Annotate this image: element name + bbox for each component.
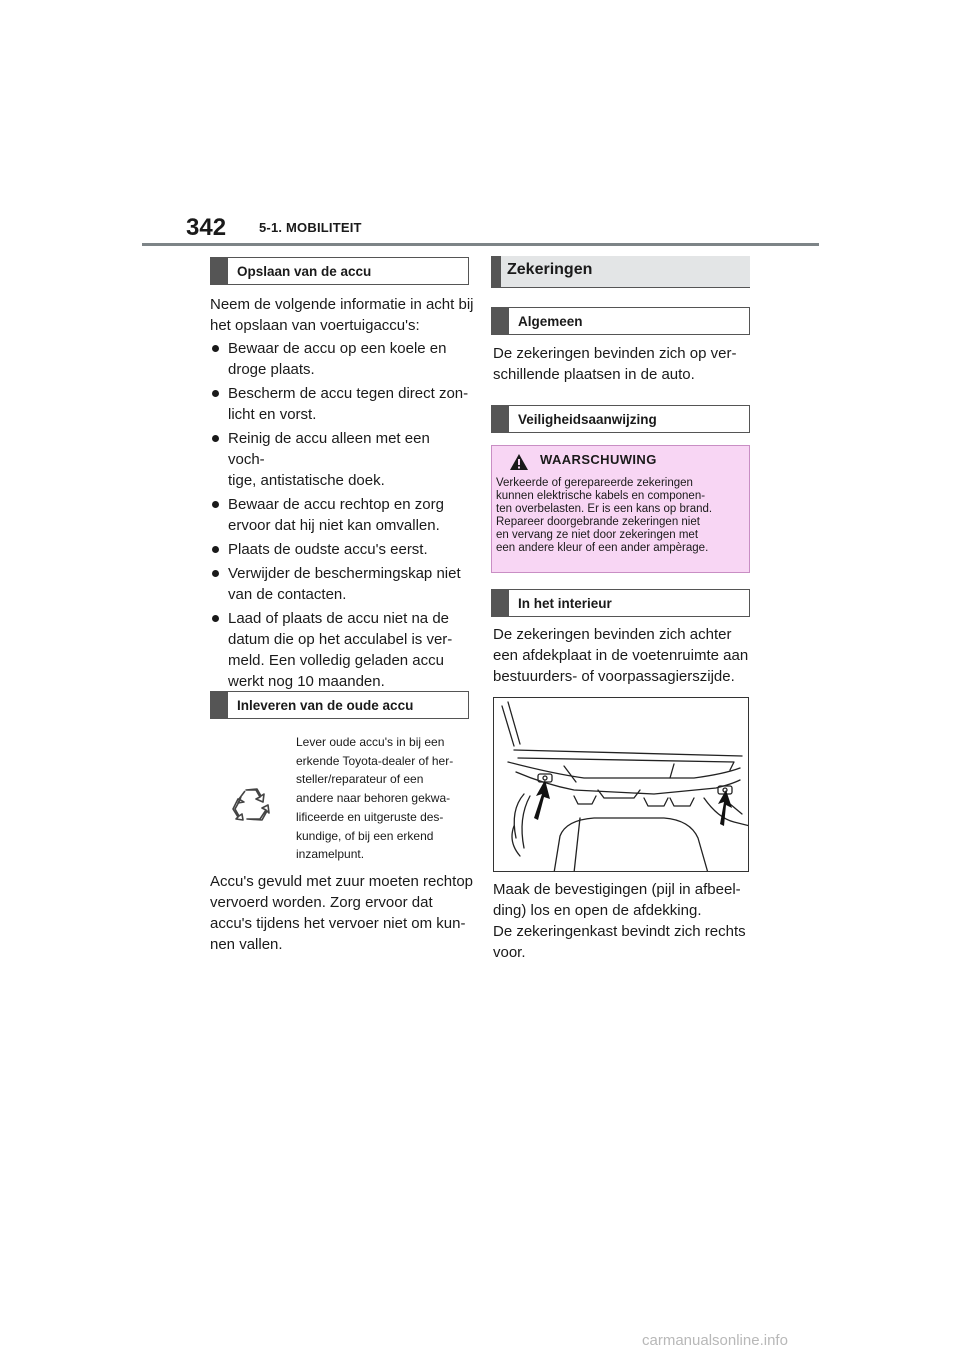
return-heading-label: Inleveren van de oude accu bbox=[237, 698, 414, 713]
recycle-icon bbox=[232, 786, 270, 822]
paragraph-line: bestuurders- of voorpassagierszijde. bbox=[493, 668, 735, 685]
general-heading-label: Algemeen bbox=[518, 314, 583, 329]
heading-bar bbox=[492, 405, 509, 433]
paragraph-line: De zekeringen bevinden zich achter bbox=[493, 626, 732, 643]
acid-transport-paragraph bbox=[210, 871, 480, 955]
paragraph-line: De zekeringenkast bevindt zich rechts bbox=[493, 923, 746, 940]
warning-line: een andere kleur of een ander ampèrage. bbox=[496, 541, 709, 554]
heading-bar bbox=[492, 307, 509, 335]
storage-heading bbox=[210, 257, 469, 285]
paragraph-line: De zekeringen bevinden zich op ver- bbox=[493, 345, 737, 362]
list-item-line: meld. Een volledig geladen accu bbox=[228, 652, 444, 669]
interior-heading bbox=[491, 589, 750, 617]
storage-intro-line: het opslaan van voertuigaccu's: bbox=[210, 317, 420, 334]
header-divider bbox=[142, 243, 819, 246]
list-item-line: Reinig de accu alleen met een voch- bbox=[228, 430, 430, 468]
list-item-line: Bewaar de accu rechtop en zorg bbox=[228, 496, 444, 513]
warning-line: kunnen elektrische kabels en componen- bbox=[496, 489, 706, 502]
recycle-note-line: Lever oude accu's in bij een bbox=[296, 735, 445, 749]
recycle-note bbox=[296, 733, 466, 864]
page-number: 342 bbox=[186, 214, 227, 241]
list-item bbox=[210, 428, 470, 491]
list-item bbox=[210, 608, 470, 692]
paragraph-line: Maak de bevestigingen (pijl in afbeel- bbox=[493, 881, 741, 898]
heading-bar bbox=[492, 589, 509, 617]
bullet-icon bbox=[212, 570, 219, 577]
list-item-line: Verwijder de beschermingskap niet bbox=[228, 565, 461, 582]
recycle-note-line: steller/reparateur of een bbox=[296, 772, 424, 787]
list-item-line: van de contacten. bbox=[228, 586, 347, 603]
storage-intro-line: Neem de volgende informatie in acht bij bbox=[210, 296, 474, 313]
fuses-heading-label: Zekeringen bbox=[507, 261, 593, 278]
paragraph-line: een afdekplaat in de voetenruimte aan bbox=[493, 647, 749, 664]
paragraph-line: voor. bbox=[493, 944, 526, 961]
paragraph-line: vervoerd worden. Zorg ervoor dat bbox=[210, 894, 433, 911]
storage-intro bbox=[210, 294, 480, 336]
heading-bar bbox=[491, 256, 501, 288]
bullet-icon bbox=[212, 546, 219, 553]
storage-bullet-list bbox=[210, 338, 470, 695]
warning-line: ten overbelasten. Er is een kans op brand. bbox=[496, 502, 713, 515]
list-item bbox=[210, 383, 470, 425]
recycle-note-line: lificeerde en uitgeruste des- bbox=[296, 809, 444, 824]
general-heading bbox=[491, 307, 750, 335]
paragraph-line: ding) los en open de afdekking. bbox=[493, 902, 702, 919]
list-item bbox=[210, 338, 470, 380]
list-item-line: tige, antistatische doek. bbox=[228, 472, 385, 489]
warning-line: en vervang ze niet door zekeringen met bbox=[496, 528, 699, 541]
list-item-line: Laad of plaats de accu niet na de bbox=[228, 610, 450, 627]
warning-text bbox=[496, 477, 746, 554]
recycle-note-line: erkende Toyota-dealer of her- bbox=[296, 753, 454, 768]
fusebox-location-paragraph bbox=[493, 921, 758, 963]
recycle-note-line: kundige, of bij een erkend bbox=[296, 828, 434, 843]
list-item-line: Bewaar de accu op een koele en bbox=[228, 340, 447, 357]
list-item bbox=[210, 494, 470, 536]
fuses-heading bbox=[491, 256, 750, 288]
footwell-drawing bbox=[494, 698, 749, 872]
list-item-line: werkt nog 10 maanden. bbox=[228, 673, 385, 690]
heading-bar bbox=[211, 257, 228, 285]
warning-triangle-icon bbox=[509, 453, 529, 471]
bullet-icon bbox=[212, 615, 219, 622]
list-item bbox=[210, 563, 470, 605]
general-paragraph bbox=[493, 343, 758, 385]
paragraph-line: Accu's gevuld met zuur moeten rechtop bbox=[210, 873, 473, 890]
warning-line: Verkeerde of gerepareerde zekeringen bbox=[496, 477, 693, 489]
warning-title: WAARSCHUWING bbox=[540, 452, 657, 467]
list-item-line: ervoor dat hij niet kan omvallen. bbox=[228, 517, 440, 534]
list-item-line: Plaats de oudste accu's eerst. bbox=[228, 541, 428, 558]
bullet-icon bbox=[212, 435, 219, 442]
list-item-line: droge plaats. bbox=[228, 361, 315, 378]
return-heading bbox=[210, 691, 469, 719]
warning-line: Repareer doorgebrande zekeringen niet bbox=[496, 515, 700, 528]
list-item-line: Bescherm de accu tegen direct zon- bbox=[228, 385, 469, 402]
bullet-icon bbox=[212, 390, 219, 397]
list-item-line: licht en vorst. bbox=[228, 406, 317, 423]
paragraph-line: schillende plaatsen in de auto. bbox=[493, 366, 695, 383]
bullet-icon bbox=[212, 501, 219, 508]
list-item bbox=[210, 539, 470, 560]
paragraph-line: accu's tijdens het vervoer niet om kun- bbox=[210, 915, 466, 932]
watermark[interactable]: carmanualsonline.info bbox=[642, 1332, 788, 1349]
section-title: 5-1. MOBILITEIT bbox=[259, 220, 362, 235]
list-item-line: datum die op het acculabel is ver- bbox=[228, 631, 453, 648]
warning-box bbox=[491, 445, 750, 573]
footwell-illustration bbox=[493, 697, 749, 872]
storage-heading-label: Opslaan van de accu bbox=[237, 264, 372, 279]
interior-paragraph bbox=[493, 624, 758, 687]
paragraph-line: nen vallen. bbox=[210, 936, 283, 953]
release-paragraph bbox=[493, 879, 758, 921]
recycle-note-line: inzamelpunt. bbox=[296, 847, 365, 862]
safety-heading bbox=[491, 405, 750, 433]
bullet-icon bbox=[212, 345, 219, 352]
heading-bar bbox=[211, 691, 228, 719]
safety-heading-label: Veiligheidsaanwijzing bbox=[518, 412, 657, 427]
recycle-note-line: andere naar behoren gekwa- bbox=[296, 791, 451, 806]
interior-heading-label: In het interieur bbox=[518, 596, 612, 611]
